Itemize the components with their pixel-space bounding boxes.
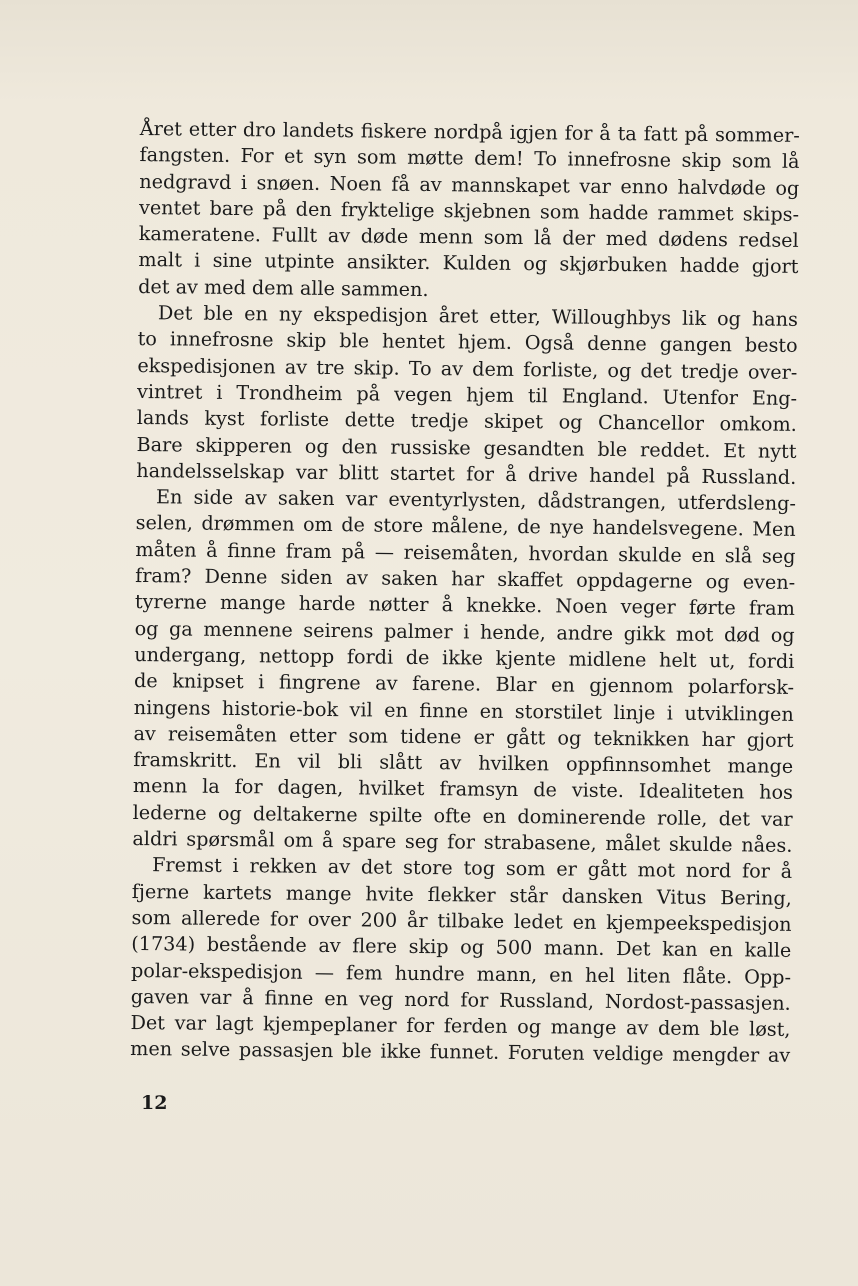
text-line: to innefrosne skip ble hentet hjem. Også denne gangen besto: [137, 327, 798, 358]
text-line: ningens historie-bok vil en finne en storstilet linje i utviklingen: [133, 695, 794, 726]
text-line: tyrerne mange harde nøtter å knekke. Noen veger førte fram: [134, 590, 795, 621]
text-line: En side av saken var eventyrlysten, dådstrangen, utferdsleng-: [155, 485, 797, 516]
text-line: det av med dem alle sammen.: [138, 274, 429, 301]
text-line: og ga mennene seirens palmer i hende, andre gikk mot død og: [134, 616, 795, 647]
text-line: Bare skipperen og den russiske gesandten ble reddet. Et nytt: [136, 432, 797, 463]
text-line: nedgravd i snøen. Noen få av mannskapet var enno halvdøde og: [139, 169, 800, 200]
text-line: Det var lagt kjempeplaner for ferden og mange av dem ble løst,: [130, 1011, 791, 1041]
text-line: malt i sine utpinte ansikter. Kulden og skjørbuken hadde gjort: [138, 248, 799, 279]
text-line: (1734) bestående av flere skip og 500 mann. Det kan en kalle: [131, 932, 792, 963]
text-line: men selve passasjen ble ikke funnet. Foruten veldige mengder av: [130, 1037, 791, 1068]
body-text: [130, 116, 800, 1070]
text-line: lands kyst forliste dette tredje skipet og Chancellor omkom.: [136, 406, 797, 437]
text-line: Det ble en ny ekspedisjon året etter, Willoughbys lik og hans: [157, 301, 799, 331]
text-line: de knipset i fingrene av farene. Blar en gjennom polarforsk-: [133, 669, 795, 700]
page-number: 12: [141, 1092, 168, 1114]
text-line: ventet bare på den fryktelige skjebnen som hadde rammet skips-: [138, 195, 800, 226]
text-line: fram? Denne siden av saken har skaffet oppdagerne og even-: [135, 564, 796, 594]
text-line: lederne og deltakerne spilte ofte en dominerende rolle, det var: [132, 800, 793, 831]
text-line: framskritt. En vil bli slått av hvilken oppfinnsomhet mange: [133, 748, 794, 779]
text-line: Fremst i rekken av det store tog som er gått mot nord for å: [152, 853, 793, 884]
text-line: aldri spørsmål om å spare seg for strabasene, målet skulde nåes.: [132, 826, 793, 857]
text-line: menn la for dagen, hvilket framsyn de viste. Idealiteten hos: [132, 774, 794, 805]
text-line: ekspedisjonen av tre skip. To av dem forliste, og det tredje over-: [137, 353, 798, 384]
text-line: fjerne kartets mange hvite flekker står dansken Vitus Bering,: [131, 879, 792, 910]
text-line: gaven var å finne en veg nord for Russland, Nordost-passasjen.: [130, 984, 791, 1015]
text-line: vintret i Trondheim på vegen hjem til England. Utenfor Eng-: [136, 379, 798, 410]
text-line: selen, drømmen om de store målene, de nye handelsvegene. Men: [135, 511, 796, 542]
text-line: undergang, nettopp fordi de ikke kjente midlene helt ut, fordi: [134, 642, 795, 673]
text-line: måten å finne fram på — reisemåten, hvordan skulde en slå seg: [135, 537, 796, 568]
text-line: handelsselskap var blitt startet for å drive handel på Russland.: [136, 458, 797, 489]
text-line: av reisemåten etter som tidene er gått og teknikken har gjort: [133, 721, 794, 752]
text-line: som allerede for over 200 år tilbake ledet en kjempeekspedisjon: [131, 905, 792, 936]
text-line: Året etter dro landets fiskere nordpå igjen for å ta fatt på sommer-: [139, 116, 800, 147]
text-line: fangsten. For et syn som møtte dem! To innefrosne skip som lå: [139, 143, 800, 174]
text-line: kameratene. Fullt av døde menn som lå der med dødens redsel: [138, 222, 799, 253]
text-line: polar-ekspedisjon — fem hundre mann, en hel liten flåte. Opp-: [130, 958, 792, 989]
